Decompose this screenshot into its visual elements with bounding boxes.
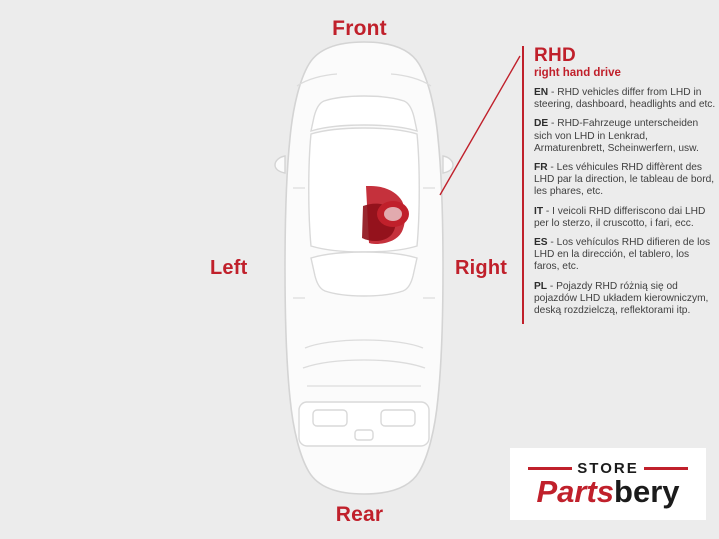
brand-logo	[510, 448, 706, 520]
logo-dash-right	[644, 467, 688, 470]
description-text-en: - RHD vehicles differ from LHD in steering, dashboard, headlights and etc.	[534, 87, 716, 111]
description-de	[534, 118, 716, 155]
lang-code-pl: PL	[534, 280, 548, 292]
description-it	[534, 206, 716, 230]
label-front: Front	[332, 17, 387, 40]
panel-title: RHD	[534, 45, 577, 66]
lang-code-fr: FR	[534, 162, 548, 174]
label-left: Left	[210, 257, 248, 279]
description-text-it: - I veicoli RHD differiscono dai LHD per lo sterzo, il cruscotto, i fari, ecc.	[534, 205, 706, 229]
lang-code-en: EN	[534, 87, 549, 98]
logo-brand-parts: Parts	[536, 474, 615, 509]
description-text-es: - Los vehículos RHD difieren de los LHD en la dirección, el tablero, los faros, etc.	[534, 237, 711, 273]
rhd-info-panel	[522, 46, 716, 324]
description-text-fr: - Les véhicules RHD diffèrent des LHD par la direction, le tableau de bord, les phares, etc.	[534, 162, 715, 198]
description-es	[534, 237, 716, 274]
label-right: Right	[455, 257, 508, 279]
panel-subtitle: right hand drive	[534, 67, 621, 79]
description-text-pl: - Pojazdy RHD różnią się od pojazdów LHD układem kierowniczym, deską rozdzielczą, reflektorami itp.	[534, 280, 709, 317]
description-en	[534, 87, 716, 111]
description-text-de: - RHD-Fahrzeuge unterscheiden sich von LHD in Lenkrad, Armaturenbrett, Scheinwerfern, usw.	[534, 118, 699, 154]
label-rear: Rear	[335, 503, 384, 526]
lang-code-de: DE	[534, 118, 549, 130]
lang-code-es: ES	[534, 237, 548, 249]
logo-store-text: STORE	[577, 460, 639, 477]
logo-brand-bery: bery	[614, 474, 680, 509]
description-fr	[534, 162, 716, 199]
description-pl	[534, 281, 716, 318]
logo-dash-left	[528, 467, 572, 470]
lang-code-it: IT	[534, 205, 544, 217]
logo-brand-text	[536, 475, 679, 508]
